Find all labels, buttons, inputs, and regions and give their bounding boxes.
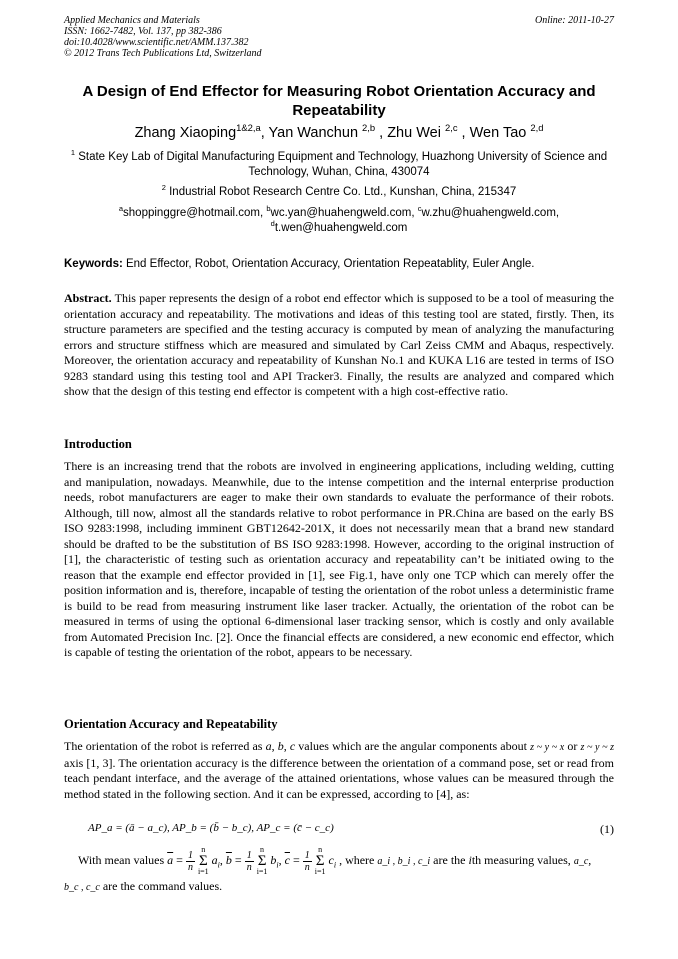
author-emails: $^a$shoppinggre@hotmail.com, $^b$wc.yan@huahengweld.com, $^c$w.zhu@huahengweld.com, $^d$t.wen@huahengweld.com: [118, 204, 560, 234]
online-date: Online: 2011-10-27: [535, 15, 614, 26]
command-values-line: b_c , c_c are the command values.: [64, 879, 223, 893]
orientation-heading: Orientation Accuracy and Repeatability: [64, 717, 278, 731]
author-3: Zhu Wei $^{2,c}$ ,: [387, 122, 470, 141]
fraction-1-over-n: $\frac{1}{n}$: [187, 849, 193, 873]
copyright-line: © 2012 Trans Tech Publications Ltd, Switzerland: [64, 48, 262, 59]
keywords: Keywords: End Effector, Robot, Orientation Accuracy, Orientation Repeatablity, Euler Angle.: [64, 258, 535, 270]
introduction-heading: Introduction: [64, 437, 132, 451]
equation-number: (1): [600, 822, 614, 836]
affiliation-2: $^2$ Industrial Robot Research Centre Co. Ltd., Kunshan, China, 215347: [161, 183, 517, 198]
sum-symbol: n Σ i=1: [314, 845, 326, 876]
doi-line: doi:10.4028/www.scientific.net/AMM.137.382: [64, 37, 249, 48]
journal-header: [64, 15, 424, 59]
sum-symbol: n Σ i=1: [256, 845, 268, 876]
orientation-text: The orientation of the robot is referred as a, b, c values which are the angular components about z ~ y ~ x or z ~ y ~ z axis [1, 3]. The orientation accuracy is the difference between the orientation of a command pose, set or read from teach pendant interface, and the average of the attained orientations, whose values can be measured through the method stated in the following section. And it can be expressed, according to [4], as:: [64, 739, 614, 801]
sum-symbol: n Σ i=1: [197, 845, 209, 876]
issn-line: ISSN: 1662-7482, Vol. 137, pp 382-386: [64, 26, 222, 37]
introduction-text: There is an increasing trend that the robots are involved in engineering applications, including welding, cutting and manipulation, nowadays. Meanwhile, due to the intense competition and the internal enterprise production needs, robot manufacturers are eager to make their own standards to evaluate the performance of their robots. Although, till now, almost all the standards relative to robot performance in PR.China are based on the early BS ISO 9283:1998, including imminent GBT12642-201X, it does not necessarily mean that a brand new standard should be drafted to be the substitution of BS ISO 9283:1998. However, according to the original instruction of [1], the characteristic of testing such as orientation accuracy and repeatability can’t be initiated owing to the reason that the example end effector provided in [1], see Fig.1, have only one TCP which can merely offer the position information and is, therefore, incapable of testing the orientation of the robot unless a deterministic frame is build to be read from measuring instrument like laser tracker. Actually, the orientation of the robot can be measured in terms of using the optional 6-dimensional laser tracking sensor, which is costly and only available from Automated Precision Inc. [2]. Once the financial effects are considered, a new economic end effector, which is capable of testing the orientation of the robot, appears to be necessary.: [64, 459, 614, 659]
author-2: Yan Wanchun $^{2,b}$ ,: [268, 122, 388, 141]
journal-name: Applied Mechanics and Materials: [64, 15, 200, 26]
mean-values-line: With mean values $\overline{a}$ = $\frac{1}{n}$ n Σ i=1 $a_i$, $\overline{b}$ = $\frac{1}{n}$ n Σ i=1 $b_i$, $\overline{c}$ = $\frac{1}{n}$ n Σ i=1 $c_i$ , where a_i , b_i , c_i are the ith measuring values, a_c,: [78, 845, 592, 876]
abstract: Abstract. This paper represents the design of a robot end effector which is supposed to be a tool of measuring the orientation accuracy and repeatability. The motivations and ideas of this testing tool are stated, firstly. Then, its structure parameters are specified and the testing accuracy is computed by mean of analyzing the manufacturing errors and structure stiffness which are measured and simulated by Carl Zeiss CMM and Abaqus, respectively. Moreover, the orientation accuracy and repeatability of Kunshan No.1 and KUKA L16 are tested in terms of ISO 9283 standard using this testing tool and API Tracker3. Finally, the results are analyzed and compared which show that the design of this testing end effector is competent with a high cost-effective ratio.: [64, 291, 614, 398]
fraction-1-over-n: $\frac{1}{n}$: [246, 849, 252, 873]
author-1: Zhang Xiaoping$^{1\&2,a}$,: [134, 122, 269, 141]
fraction-1-over-n: $\frac{1}{n}$: [304, 849, 310, 873]
paper-title: A Design of End Effector for Measuring Robot Orientation Accuracy and Repeatability: [82, 83, 596, 119]
equation-1: AP_a = (ā − a_c), AP_b = (b̄ − b_c), AP_c = (c̄ − c_c): [88, 822, 334, 834]
affiliation-1: $^1$ State Key Lab of Digital Manufacturing Equipment and Technology, Huazhong University of Science and Technology, Wuhan, China, 430074: [70, 148, 608, 178]
author-list: [40, 124, 638, 142]
author-4: Wen Tao $^{2,d}$: [469, 122, 544, 141]
